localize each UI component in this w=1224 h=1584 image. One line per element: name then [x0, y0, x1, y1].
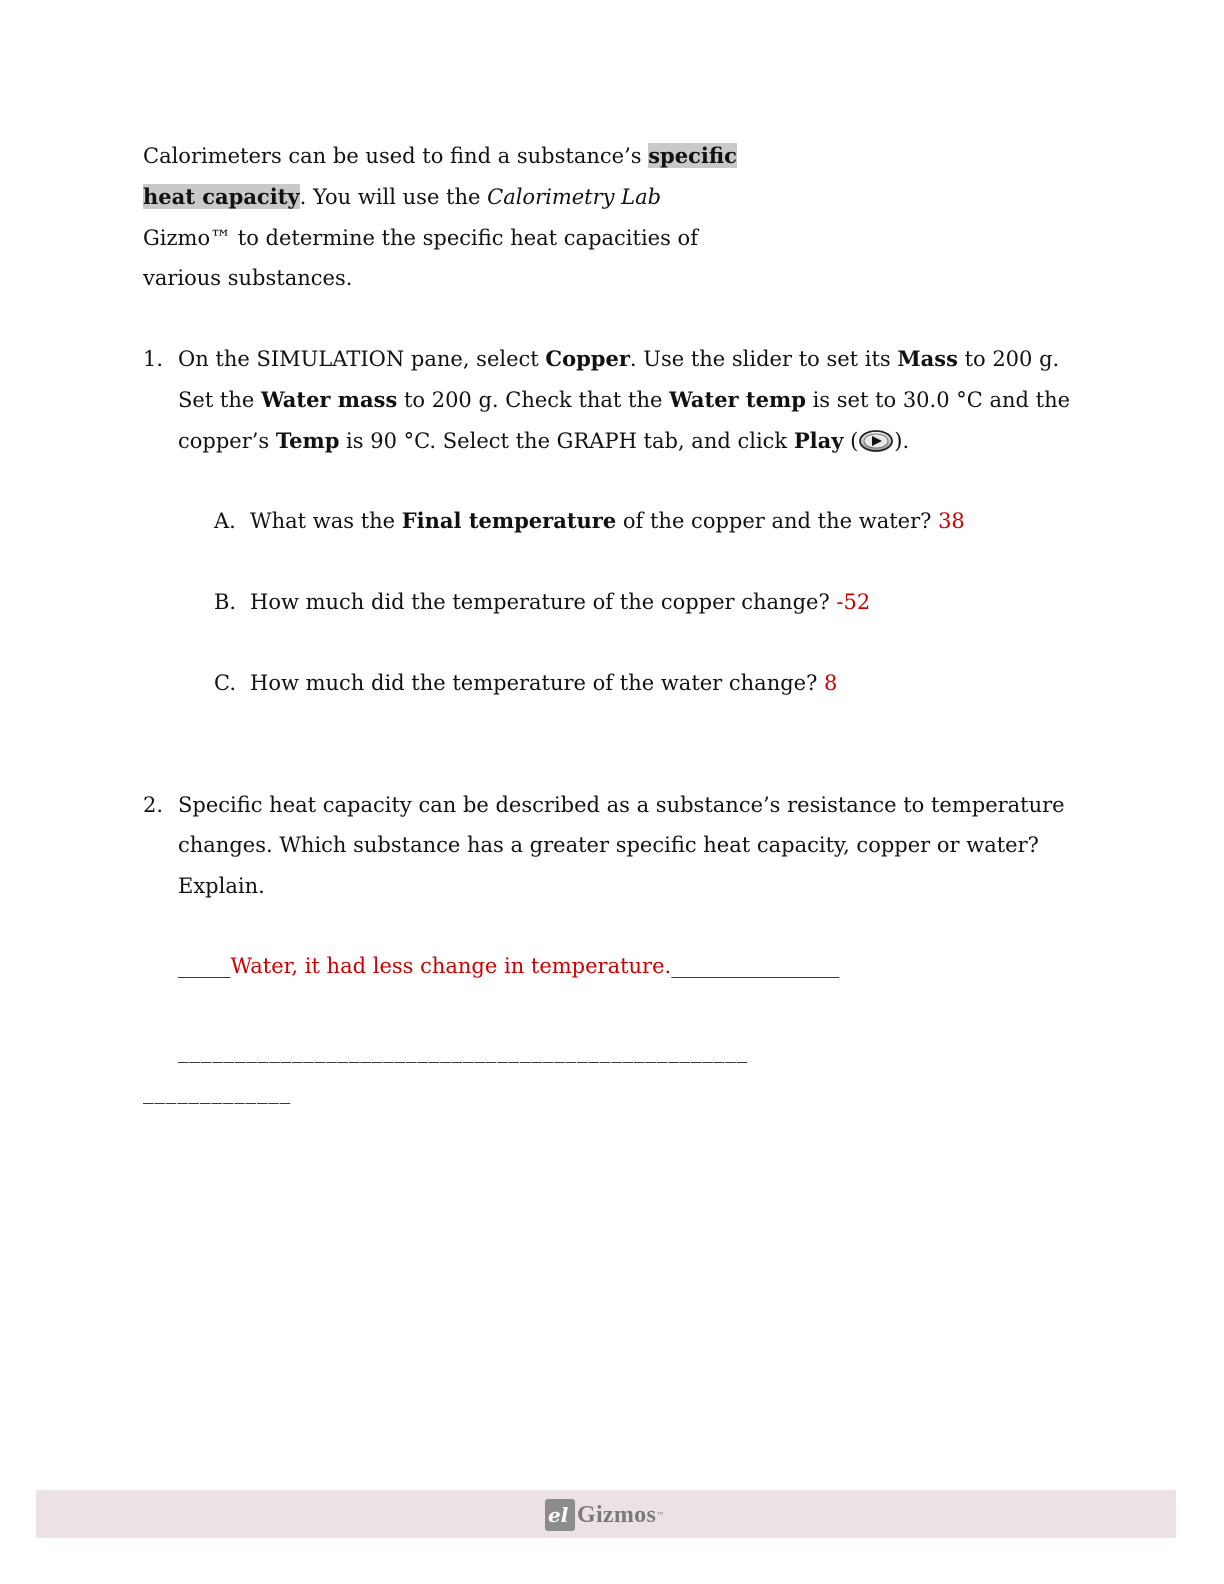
logo-mark-text: el [548, 1503, 569, 1527]
gizmos-logo [545, 1498, 664, 1532]
q1-text: ). [894, 429, 910, 453]
q1-text: copper’s [178, 429, 276, 453]
explorelearning-logo-icon [545, 1499, 575, 1531]
q1-text: On the SIMULATION pane, select [178, 347, 546, 371]
q1b-text: How much did the temperature of the copper change? [250, 590, 837, 614]
blank-line: ________________ [671, 954, 840, 978]
q1a-text: What was the [250, 509, 402, 533]
q1a-text: of the copper and the water? [616, 509, 939, 533]
intro-line-2 [143, 183, 661, 211]
logo-trademark: ™ [656, 1510, 665, 1520]
intro-text: Calorimeters can be used to find a substance’s [143, 144, 649, 168]
answer-text: Water, it had less change in temperature. [230, 954, 672, 978]
q2-answer-line [178, 952, 839, 980]
q1-bold: Mass [897, 346, 958, 371]
q1-line-2 [178, 386, 1070, 414]
q1-bold: Play [793, 428, 844, 453]
play-button-icon [859, 430, 893, 452]
answer-text: -52 [836, 590, 871, 614]
q1c-text: How much did the temperature of the water change? [250, 671, 825, 695]
subquestion-label: B. [214, 590, 237, 614]
subquestion-label: C. [214, 671, 236, 695]
q1-text: Set the [178, 388, 261, 412]
logo-text: Gizmos [577, 1501, 657, 1528]
q2-line-1: Specific heat capacity can be described as a substance’s resistance to temperature [178, 793, 1065, 817]
intro-line-3: Gizmo™ to determine the specific heat capacities of [143, 226, 698, 250]
intro-line-4: various substances. [143, 266, 353, 290]
q1-text: . Use the slider to set its [629, 347, 898, 371]
q1-text: to 200 g. Check that the [397, 388, 670, 412]
q1-text: is set to 30.0 °C and the [805, 388, 1071, 412]
q1a-line [250, 507, 965, 535]
q1-bold: Water mass [261, 387, 398, 412]
answer-text: 8 [824, 671, 838, 695]
q1-bold: Copper [545, 346, 630, 371]
q2-line-3: Explain. [178, 874, 265, 898]
q1c-line [250, 669, 837, 697]
answer-text: 38 [938, 509, 965, 533]
intro-text: . You will use the [299, 185, 488, 209]
term-highlight: heat capacity [143, 184, 300, 209]
q1-line-1 [178, 345, 1059, 373]
q1-bold: Water temp [669, 387, 806, 412]
blank-line-2: _____________ [143, 1080, 292, 1104]
intro-line-1 [143, 142, 737, 170]
term-highlight: specific [648, 143, 737, 168]
blank-line-1: __________________________________________________ [178, 1039, 748, 1063]
blank-line: _____ [178, 954, 231, 978]
q1-bold: Temp [275, 428, 340, 453]
q2-line-2: changes. Which substance has a greater specific heat capacity, copper or water? [178, 833, 1039, 857]
subquestion-label: A. [214, 509, 236, 533]
question-number: 2. [143, 793, 164, 817]
q1-text: ( [843, 429, 859, 453]
q1-line-3 [178, 427, 909, 455]
q1a-bold: Final temperature [401, 508, 617, 533]
question-number: 1. [143, 347, 164, 371]
q1-text: is 90 °C. Select the GRAPH tab, and click [339, 429, 794, 453]
gizmo-title: Calorimetry Lab [487, 185, 662, 209]
q1b-line [250, 588, 870, 616]
q1-text: to 200 g. [957, 347, 1060, 371]
